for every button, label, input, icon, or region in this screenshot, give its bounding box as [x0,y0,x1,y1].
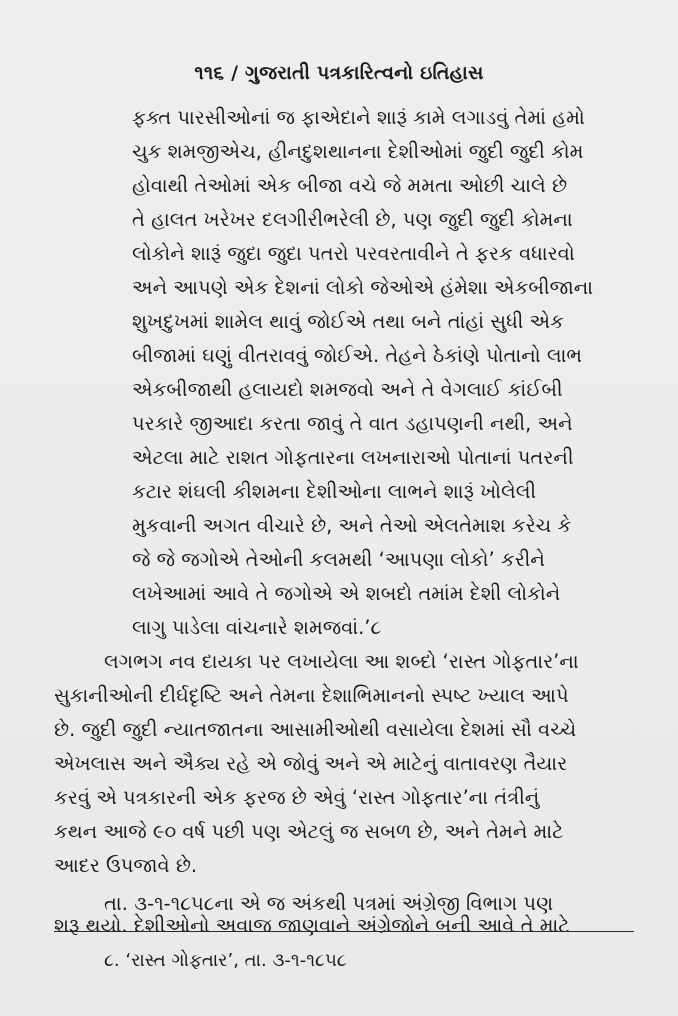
quote-line: બીજામાં ઘણું વીતરાવવું જોઈએ. તેહને ઠેકાંણે પોતાનો લાભ [132,344,582,367]
body-line: કરવું એ પત્રકારની એક ફરજ છે એવું ‘રાસ્ત ગોફતાર’ના તંત્રીનું [54,786,540,809]
quote-line: જે જે જગોએ તેઓની કલમથી ‘આપણા લોકો’ કરીને [132,548,545,571]
quote-line: કટાર શંઘલી કીશમના દેશીઓના લાભને શારૂં ખોલેલી [132,480,537,503]
running-head: ૧૧૬ / ગુજરાતી પત્રકારિત્વનો ઇતિહાસ [194,62,484,84]
body-line: આદર ઉપજાવે છે. [54,854,198,877]
quote-line: લોકોને શારૂં જુદા જુદા પતરો પરવરતાવીને તે ફરક વધારવો [132,242,575,265]
body-line: તા. ૩-૧-૧૮૫૮ના એ જ અંકથી પત્રમાં અંગ્રેજી વિભાગ પણ [104,892,554,915]
quote-line: ફક્ત પારસીઓનાં જ ફાએદાને શારૂં કામે લગાડવું તેમાં હમો [132,106,585,129]
body-line: છે. જુદી જુદી ન્યાતજાતના આસામીઓથી વસાયેલા દેશમાં સૌ વચ્ચે [54,718,577,741]
quote-line: એટલા માટે રાશત ગોફતારના લખનારાઓ પોતાનાં પતરની [132,446,574,469]
quote-line: તે હાલત ખરેખર દલગીરીભરેલી છે, પણ જુદી જુદી કોમના [132,208,573,231]
quote-line: લાગુ પાડેલા વાંચનારે શમજવાં.’૮ [132,616,382,639]
quote-line: પરકારે જીઆદા કરતા જાવું તે વાત ડહાપણની નથી, અને [132,412,573,435]
body-line: શરૂ થયો. દેશીઓનો અવાજ જાણવાને અંગ્રેજોને બની આવે તે માટે [54,914,570,937]
quote-line: લખેઆમાં આવે તે જગોએ એ શબદો તમાંમ દેશી લોકોને [132,582,561,605]
quote-line: હોવાથી તેઓમાં એક બીજા વચે જે મમતા ઓછી ચાલે છે [132,174,568,197]
footnote-rule [54,931,634,932]
body-line: એખલાસ અને ઐક્ય રહે એ જોવું અને એ માટેનું વાતાવરણ તૈયાર [54,752,568,775]
quote-line: એકબીજાથી હલાયદો શમજવો અને તે વેગલાઈ કાંઈબી [132,378,563,401]
footnote: ૮. ‘રાસ્ત ગોફતાર’, તા. ૩-૧-૧૮૫૮ [104,950,347,971]
body-line: લગભગ નવ દાયકા પર લખાયેલા આ શબ્દો ‘રાસ્ત ગોફતાર’ના [104,650,579,673]
quote-line: શુખદુખમાં શામેલ થાવું જોઈએ તથા બને તાંહાં સુધી એક [132,310,564,333]
quote-line: મુકવાની અગત વીચારે છે, અને તેઓ એલતેમાશ કરેચ કે [132,514,572,537]
quote-line: ચુક શમજીએચ, હીનદુશથાનના દેશીઓમાં જુદી જુદી કોમ [132,140,584,163]
body-line: સુકાનીઓની દીર્ઘદૃષ્ટિ અને તેમના દેશાભિમાનનો સ્પષ્ટ ખ્યાલ આપે [54,684,569,707]
quote-line: અને આપણે એક દેશનાં લોકો જેઓએ હંમેશા એકબીજાના [132,276,594,299]
body-line: કથન આજે ૯૦ વર્ષ પછી પણ એટલું જ સબળ છે, અને તેમને માટે [54,820,564,843]
